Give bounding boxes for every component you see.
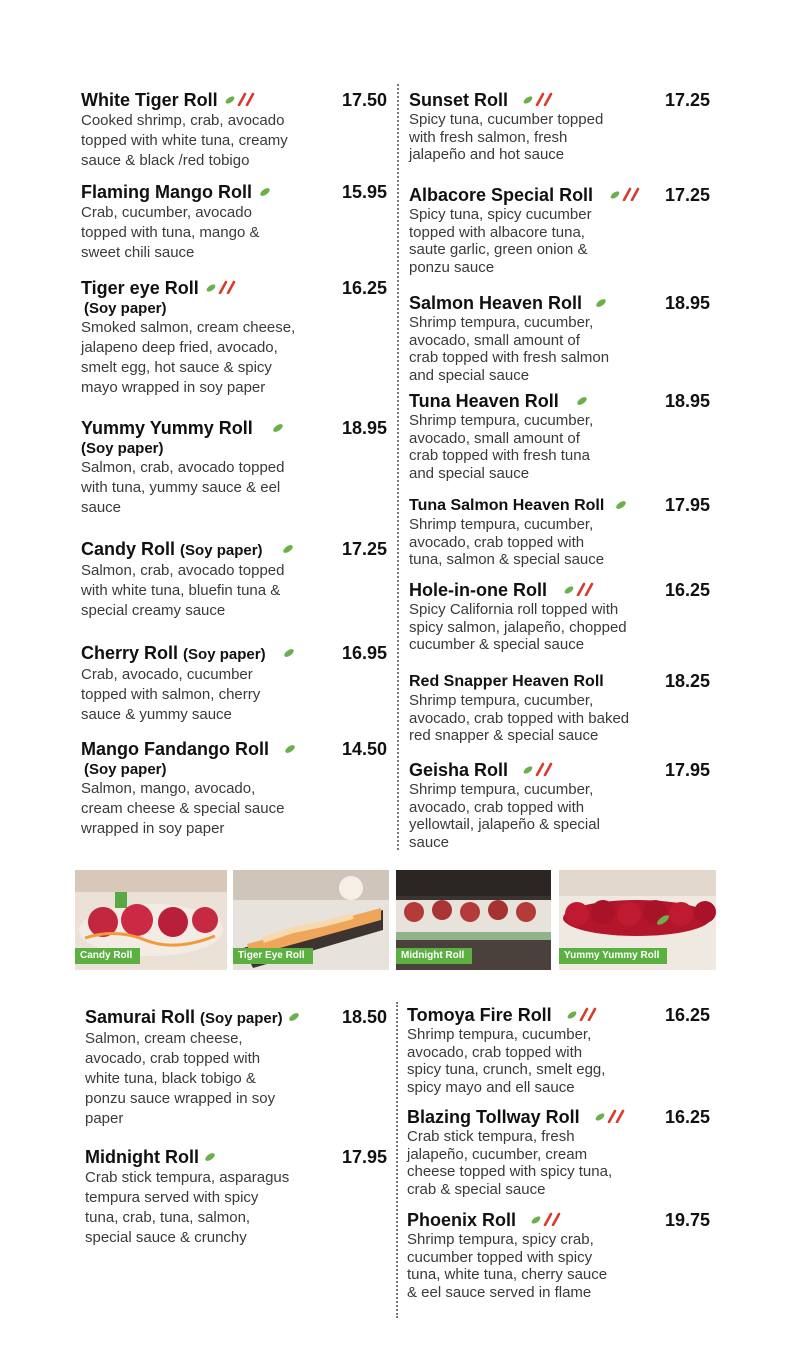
leaf-pepper-icon bbox=[530, 1212, 564, 1226]
item-price: 16.95 bbox=[342, 643, 388, 663]
menu-item-samurai-roll bbox=[85, 1007, 340, 1129]
item-description: Shrimp tempura, cucumber, avocado, crab topped with baked red snapper & special sauce bbox=[409, 692, 630, 744]
item-name: Tiger eye Roll bbox=[81, 278, 199, 298]
item-price: 19.75 bbox=[665, 1210, 711, 1230]
item-description: Salmon, crab, avocado topped with tuna, yummy sauce & eel sauce bbox=[81, 459, 285, 516]
item-price: 15.95 bbox=[342, 182, 388, 202]
menu-item-tuna-heaven-roll bbox=[409, 391, 664, 482]
item-name: Tomoya Fire Roll bbox=[407, 1005, 552, 1025]
item-description: Cooked shrimp, crab, avocado topped with white tuna, creamy sauce & black /red tobigo bbox=[81, 112, 288, 169]
photo-midnight-roll bbox=[396, 870, 551, 970]
item-name: Samurai Roll bbox=[85, 1007, 196, 1027]
item-description: Crab, avocado, cucumber topped with salmon, cherry sauce & yummy sauce bbox=[81, 666, 261, 723]
item-price: 16.25 bbox=[342, 278, 388, 298]
menu-item-flaming-mango-roll bbox=[81, 182, 341, 263]
item-name: Sunset Roll bbox=[409, 90, 509, 110]
item-price: 17.25 bbox=[342, 539, 388, 559]
item-price: 17.25 bbox=[665, 90, 711, 110]
item-price: 18.25 bbox=[665, 671, 711, 691]
menu-item-white-tiger-roll bbox=[81, 90, 341, 171]
leaf-icon bbox=[258, 184, 272, 198]
menu-item-tomoya-fire-roll bbox=[407, 1005, 662, 1096]
item-name: Candy Roll bbox=[81, 539, 176, 559]
menu-item-tuna-salmon-heaven-roll bbox=[409, 495, 664, 569]
item-price: 17.50 bbox=[342, 90, 388, 110]
leaf-icon bbox=[594, 295, 608, 309]
menu-item-geisha-roll bbox=[409, 760, 664, 851]
leaf-icon bbox=[287, 1009, 301, 1023]
leaf-icon bbox=[271, 420, 285, 434]
item-description: Shrimp tempura, cucumber, avocado, small amount of crab topped with fresh salmon and special sauce bbox=[409, 314, 610, 384]
item-name: Tuna Salmon Heaven Roll bbox=[409, 497, 605, 514]
item-name: Cherry Roll bbox=[81, 643, 179, 663]
photo-candy-roll bbox=[75, 870, 227, 970]
item-name: Geisha Roll bbox=[409, 760, 509, 780]
item-price: 17.95 bbox=[342, 1147, 388, 1167]
item-description: Smoked salmon, cream cheese, jalapeno deep fried, avocado, smelt egg, hot sauce & spicy mayo wrapped in soy paper bbox=[81, 319, 296, 396]
menu-item-red-snapper-heaven-roll bbox=[409, 671, 664, 745]
leaf-icon bbox=[282, 645, 296, 659]
item-price: 17.25 bbox=[665, 185, 711, 205]
column-divider bbox=[397, 84, 399, 850]
item-description: Spicy tuna, cucumber topped with fresh salmon, fresh jalapeño and hot sauce bbox=[409, 111, 604, 163]
leaf-icon bbox=[283, 741, 297, 755]
menu-item-blazing-tollway-roll bbox=[407, 1107, 662, 1198]
leaf-pepper-icon bbox=[224, 92, 258, 106]
item-price: 16.25 bbox=[665, 1107, 711, 1127]
item-price: 16.25 bbox=[665, 1005, 711, 1025]
item-name: Phoenix Roll bbox=[407, 1210, 517, 1230]
item-subline: (Soy paper) bbox=[81, 440, 164, 457]
menu-item-sunset-roll bbox=[409, 90, 664, 164]
menu-item-yummy-yummy-roll bbox=[81, 418, 341, 518]
item-name: Midnight Roll bbox=[85, 1147, 199, 1167]
item-description: Shrimp tempura, cucumber, avocado, small amount of crab topped with fresh tuna and special sauce bbox=[409, 412, 594, 482]
photo-label: Candy Roll bbox=[75, 948, 140, 964]
photo-label: Yummy Yummy Roll bbox=[559, 948, 667, 964]
item-price: 14.50 bbox=[342, 739, 388, 759]
item-name: Salmon Heaven Roll bbox=[409, 293, 583, 313]
item-price: 18.95 bbox=[665, 293, 711, 313]
item-name: Hole-in-one Roll bbox=[409, 580, 547, 600]
leaf-icon bbox=[203, 1149, 217, 1163]
item-price: 17.95 bbox=[665, 760, 711, 780]
item-soy-paper-note: (Soy paper) bbox=[180, 542, 263, 559]
item-description: Shrimp tempura, spicy crab, cucumber topped with spicy tuna, white tuna, cherry sauce & eel sauce served in flame bbox=[407, 1231, 608, 1301]
menu-item-midnight-roll bbox=[85, 1147, 340, 1248]
item-description: Shrimp tempura, cucumber, avocado, crab topped with tuna, salmon & special sauce bbox=[409, 516, 605, 568]
item-name: Flaming Mango Roll bbox=[81, 182, 252, 202]
leaf-pepper-icon bbox=[205, 280, 239, 294]
item-name: Tuna Heaven Roll bbox=[409, 391, 559, 411]
photo-label: Tiger Eye Roll bbox=[233, 948, 313, 964]
item-description: Spicy tuna, spicy cucumber topped with albacore tuna, saute garlic, green onion & ponzu sauce bbox=[409, 206, 592, 276]
item-price: 18.95 bbox=[665, 391, 711, 411]
menu-item-cherry-roll bbox=[81, 643, 341, 725]
leaf-icon bbox=[281, 541, 295, 555]
item-description: Shrimp tempura, cucumber, avocado, crab topped with yellowtail, jalapeño & special sauce bbox=[409, 781, 600, 851]
menu-item-salmon-heaven-roll bbox=[409, 293, 664, 384]
item-subline: (Soy paper) bbox=[84, 300, 167, 317]
leaf-pepper-icon bbox=[563, 582, 597, 596]
item-price: 16.25 bbox=[665, 580, 711, 600]
item-price: 17.95 bbox=[665, 495, 711, 515]
menu-item-hole-in-one-roll bbox=[409, 580, 664, 654]
item-name: Blazing Tollway Roll bbox=[407, 1107, 580, 1127]
menu-item-mango-fandango-roll bbox=[81, 739, 341, 839]
leaf-pepper-icon bbox=[522, 92, 556, 106]
menu-item-tiger-eye-roll bbox=[81, 278, 341, 398]
menu-item-phoenix-roll bbox=[407, 1210, 662, 1301]
item-price: 18.50 bbox=[342, 1007, 388, 1027]
item-description: Crab stick tempura, fresh jalapeño, cucumber, cream cheese topped with spicy tuna, crab & special sauce bbox=[407, 1128, 613, 1198]
item-name: White Tiger Roll bbox=[81, 90, 218, 110]
leaf-pepper-icon bbox=[522, 762, 556, 776]
item-description: Salmon, crab, avocado topped with white tuna, bluefin tuna & special creamy sauce bbox=[81, 562, 285, 619]
photo-yummy-yummy-roll bbox=[559, 870, 716, 970]
leaf-icon bbox=[575, 393, 589, 407]
item-soy-paper-note: (Soy paper) bbox=[200, 1010, 283, 1027]
item-name: Mango Fandango Roll bbox=[81, 739, 269, 759]
item-name: Albacore Special Roll bbox=[409, 185, 594, 205]
leaf-pepper-icon bbox=[566, 1007, 600, 1021]
leaf-pepper-icon bbox=[594, 1109, 628, 1123]
column-divider bbox=[396, 1002, 398, 1318]
item-name: Yummy Yummy Roll bbox=[81, 418, 253, 438]
item-description: Crab, cucumber, avocado topped with tuna, mango & sweet chili sauce bbox=[81, 204, 260, 261]
item-description: Shrimp tempura, cucumber, avocado, crab topped with spicy tuna, crunch, smelt egg, spicy mayo and ell sauce bbox=[407, 1026, 606, 1096]
menu-item-albacore-special-roll bbox=[409, 185, 664, 276]
photo-tiger-eye-roll bbox=[233, 870, 389, 970]
leaf-pepper-icon bbox=[609, 187, 643, 201]
item-subline: (Soy paper) bbox=[84, 761, 167, 778]
leaf-icon bbox=[614, 497, 628, 511]
menu-item-candy-roll bbox=[81, 539, 341, 621]
item-description: Salmon, mango, avocado, cream cheese & special sauce wrapped in soy paper bbox=[81, 780, 285, 837]
photo-label: Midnight Roll bbox=[396, 948, 472, 964]
item-soy-paper-note: (Soy paper) bbox=[183, 646, 266, 663]
item-description: Salmon, cream cheese, avocado, crab topped with white tuna, black tobigo & ponzu sauce wrapped in soy paper bbox=[85, 1030, 276, 1127]
item-description: Spicy California roll topped with spicy salmon, jalapeño, chopped cucumber & special sauce bbox=[409, 601, 627, 653]
item-name: Red Snapper Heaven Roll bbox=[409, 673, 604, 690]
item-description: Crab stick tempura, asparagus tempura served with spicy tuna, crab, tuna, salmon, special sauce & crunchy bbox=[85, 1169, 290, 1246]
item-price: 18.95 bbox=[342, 418, 388, 438]
